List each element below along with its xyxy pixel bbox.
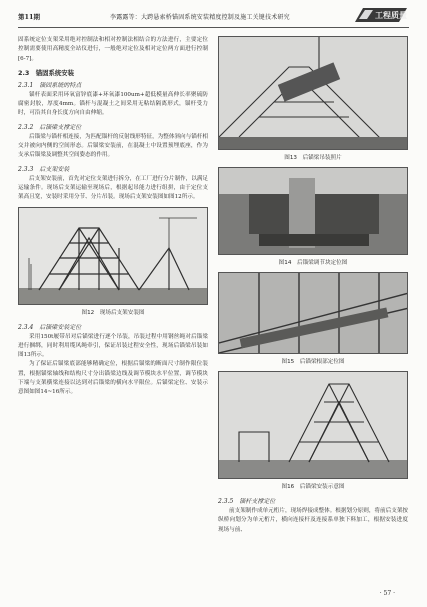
section-heading-2-3: 2.3 锚固系统安装	[18, 68, 75, 77]
paragraph-rear-beam-support: 后锚梁与锚杆相连接，为匹配锚杆的反射线形特征，为整体斜向与锚杆相交并被向内侧的空间形态。后锚梁安装前，在混凝土中设置预埋底座，作为支承后锚梁及调整其空间姿态的作用。	[18, 133, 209, 159]
page-number: · 57 ·	[379, 590, 395, 597]
section-heading-2-3-4: 2.3.4 后锚梁安装定位	[18, 323, 82, 331]
figure-12-caption: 图12 现场后支架安装图	[81, 309, 145, 316]
figure-16-photo	[218, 371, 408, 479]
issue-number: 第11期	[18, 13, 41, 21]
section-heading-2-3-2: 2.3.2 后锚梁支撑定位	[18, 123, 82, 131]
page-header	[18, 8, 409, 28]
left-column	[18, 36, 208, 398]
running-title: 李露露等：大跨悬索桥锚固系统安装精度控制及施工关键技术研究	[110, 14, 290, 21]
section-heading-2-3-3: 2.3.3 后支架安装	[18, 165, 70, 173]
figure-14-photo	[218, 167, 408, 255]
right-column	[218, 36, 408, 535]
section-heading-2-3-5: 2.3.5 锚杆支撑定位	[218, 498, 276, 505]
section-heading-2-3-1: 2.3.1 锚固系统的特点	[18, 81, 82, 89]
paragraph-anchor-rod-support: 前支架制作成单元桁片，现场焊接成整体。根据划分原则，将前后支架按纵桥向划分为单元桁片，横向连接杆及连接系单独下料加工，根据安装进度现场与前、	[218, 508, 409, 533]
figure-13-caption: 图13 后锚梁吊装照片	[284, 155, 342, 161]
figure-15-caption: 图15 后锚梁根部定位图	[281, 359, 345, 365]
paragraph-intro: 固系统定位支架采用绝对控制法和相对控制法相结合的方法进行，主要定位控制需要使用高精度全站仪进行，一般绝对定位及相对定位两方面进行控制[6-7]。	[18, 37, 208, 62]
figure-14-caption: 图14 后锚梁调节块定位图	[278, 260, 348, 266]
figure-12-photo	[18, 207, 208, 305]
figure-16-caption: 图16 后锚梁安装示意图	[281, 484, 345, 490]
paragraph-rear-frame-install: 后支架安装前，首先对定位支架进行拆分，在工厂进行分片制作，以满足运输条件。现场后支架运输至现场后，根据起吊能力进行组拼，由于定位支架高且宽，安装时采用分节、分片吊装。现场后支架安装图如图12所示。	[18, 175, 209, 201]
figure-15-photo	[218, 272, 408, 354]
paragraph-rear-beam-positioning: 为了保证后锚梁底部能够精确定位，根据后锚梁的断面尺寸制作限位装置，根据锚梁轴线和结构尺寸分出锚梁边线及调节模块水平位置，调节模块下端与支架横梁连接以达到对后锚梁的横向水平限位。后锚梁定位、安装示意图如图14~16所示。	[18, 361, 208, 396]
paragraph-rear-beam-hoisting: 采用150t履带吊对后锚梁进行逐个吊装，吊装过程中用钢丝绳对后锚梁进行捆绑，同时利用缆风绳牵引，保证吊装过程安全性，现场后锚梁吊装如图13所示。	[18, 333, 208, 359]
journal-logo-icon	[353, 5, 409, 25]
svg-text:工程质量: 工程质量	[375, 11, 407, 20]
paragraph-anchor-features: 锚杆表面采用环氧富锌底漆+环氧漆100um+超低模量高伸长率聚硫防腐密封胶，厚度4mm。锚杆与混凝土之间采用无粘结隔离形式，锚杆受力时，可沿其自身长度方向自由伸缩。	[18, 91, 208, 117]
figure-13-photo	[218, 36, 408, 150]
